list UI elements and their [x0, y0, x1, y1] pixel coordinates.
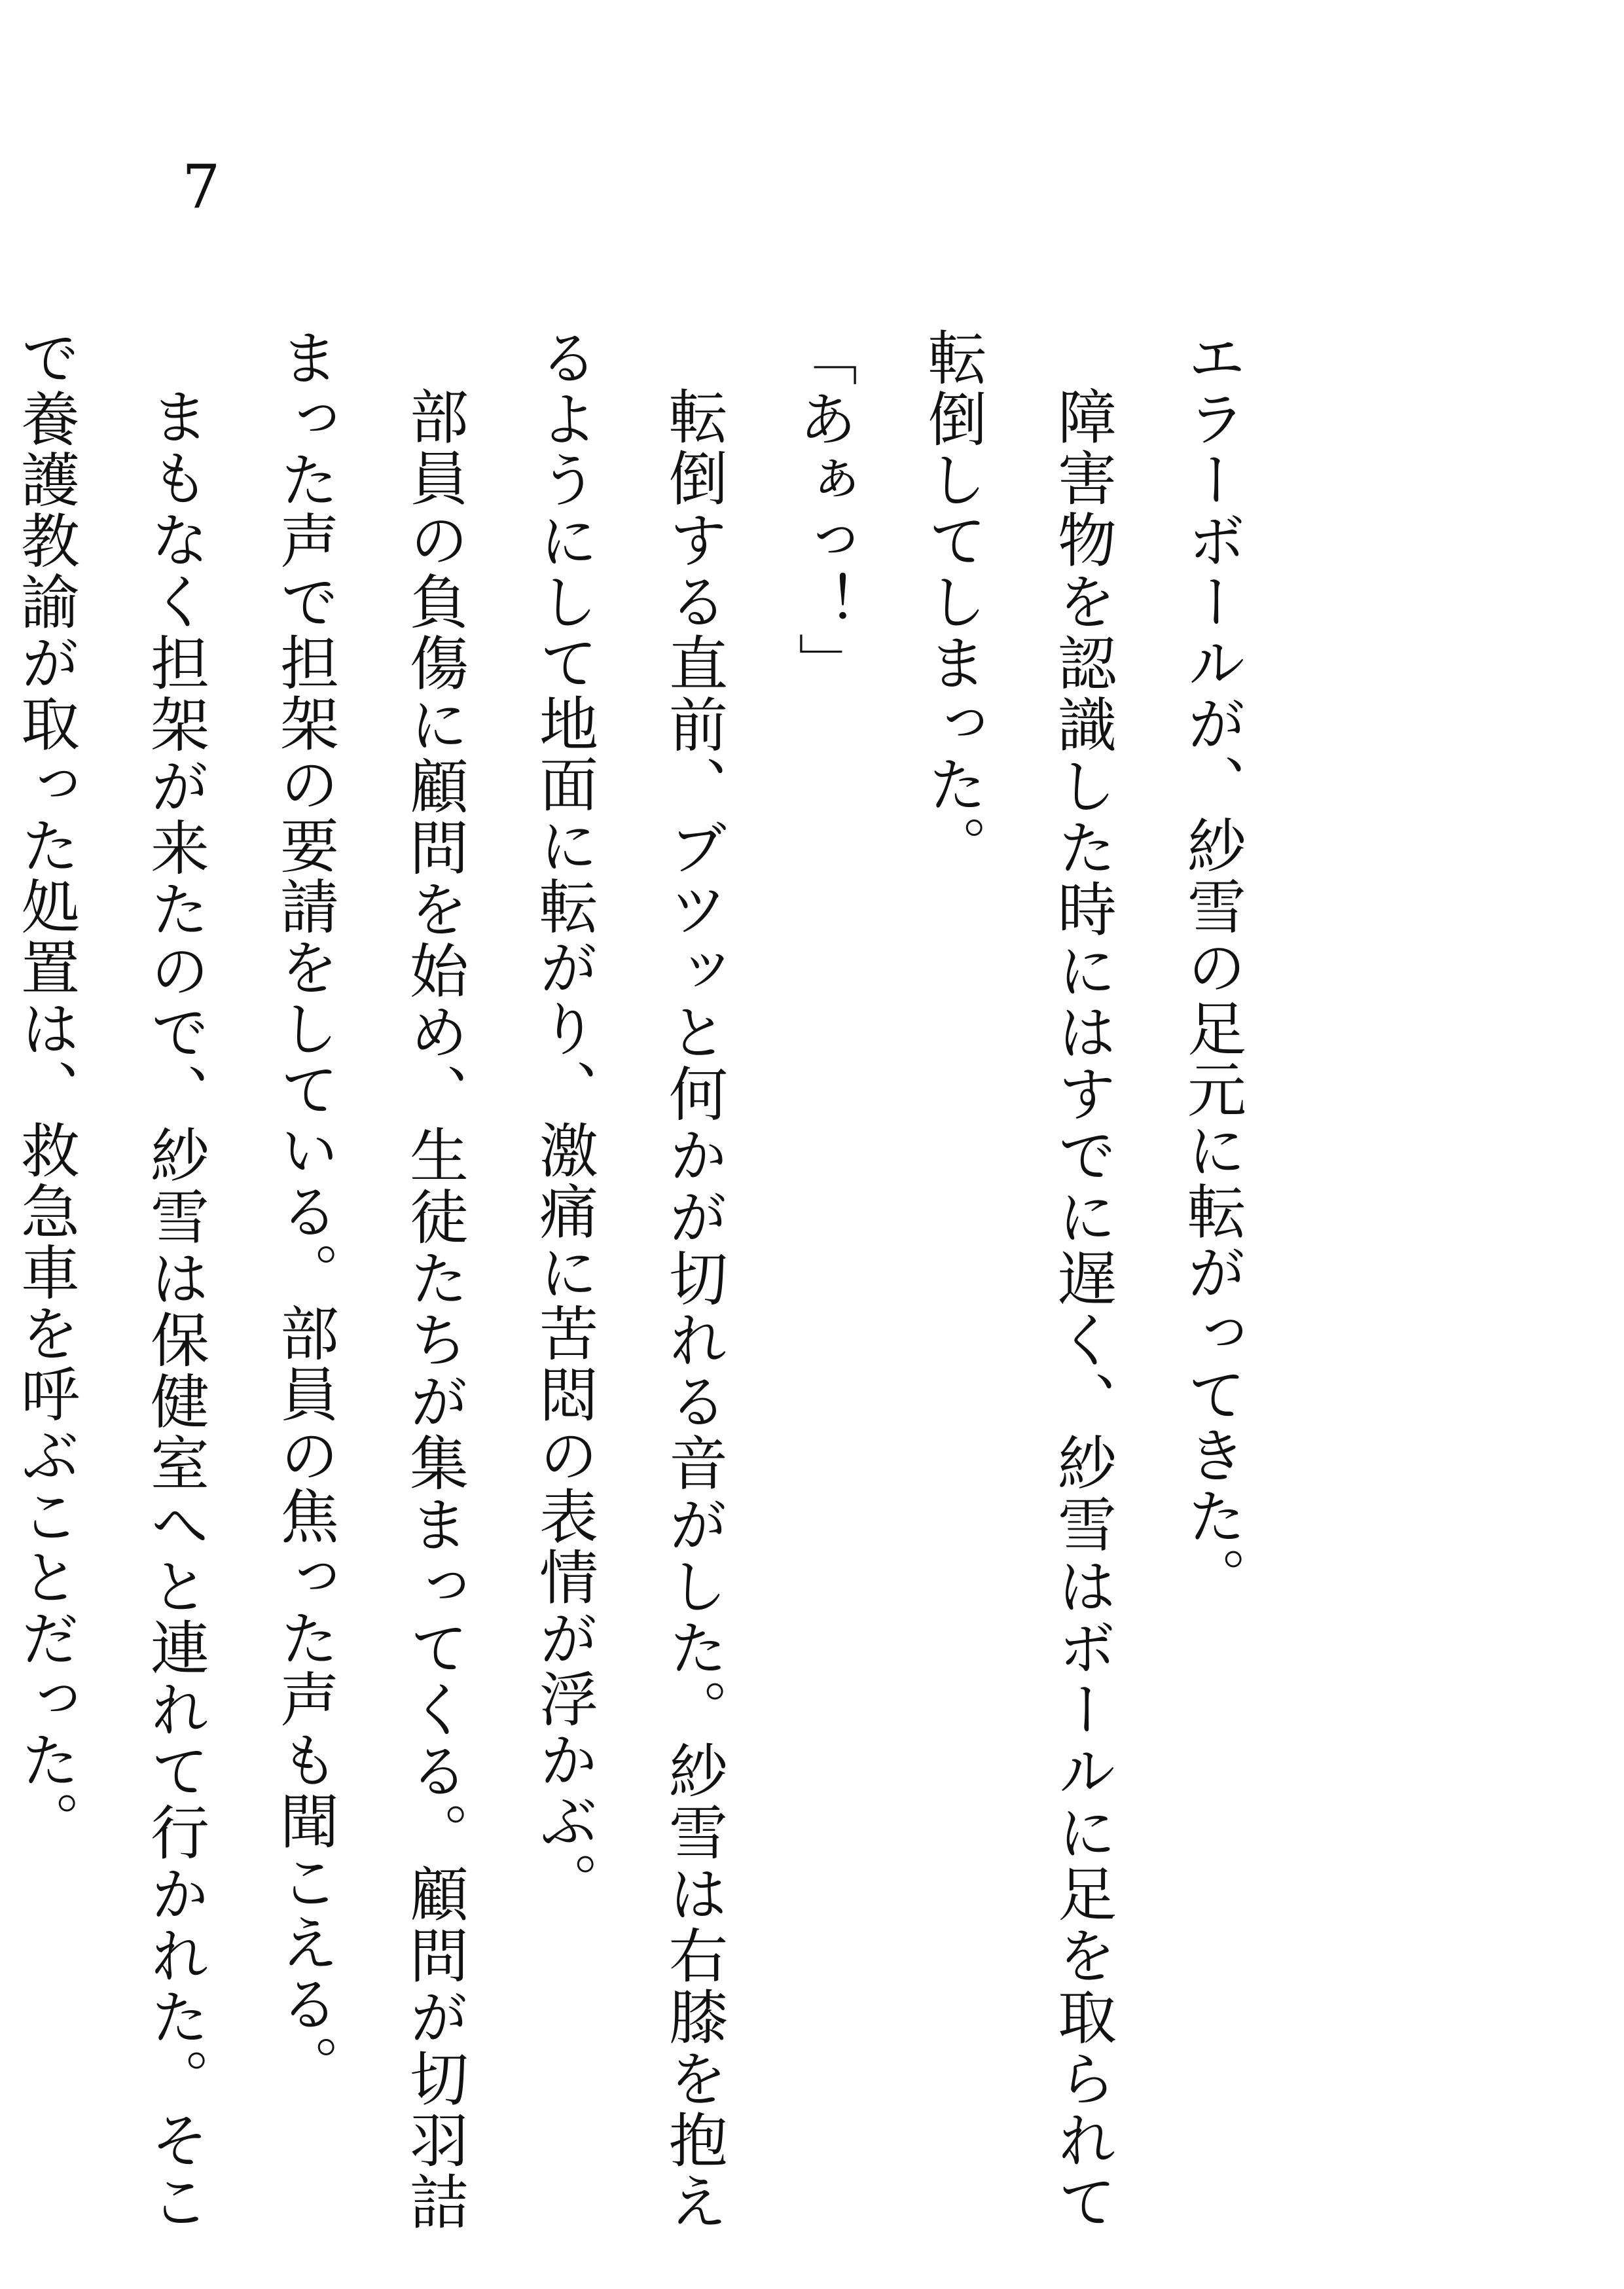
paragraph: 障害物を認識した時にはすでに遅く、紗雪はボールに足を取られて転倒してしまった。 — [918, 327, 1116, 2232]
paragraph: エラーボールが、紗雪の足元に転がってきた。 — [1177, 327, 1246, 1608]
page-number: 7 — [182, 152, 221, 222]
dialogue-line: 「あぁっ！」 — [788, 327, 857, 693]
paragraph: 部員の負傷に顧問を始め、生徒たちが集まってくる。顧問が切羽詰まった声で担架の要請をしている。部員の焦った声も聞こえる。 — [270, 327, 468, 2232]
paragraph: 転倒する直前、ブツッと何かが切れる音がした。紗雪は右膝を抱えるようにして地面に転がり、激痛に苦悶の表情が浮かぶ。 — [529, 327, 727, 2232]
vertical-text-body — [0, 327, 1276, 2232]
paragraph: まもなく担架が来たので、紗雪は保健室へと連れて行かれた。そこで養護教諭が取った処置は、救急車を呼ぶことだった。 — [10, 327, 209, 2232]
